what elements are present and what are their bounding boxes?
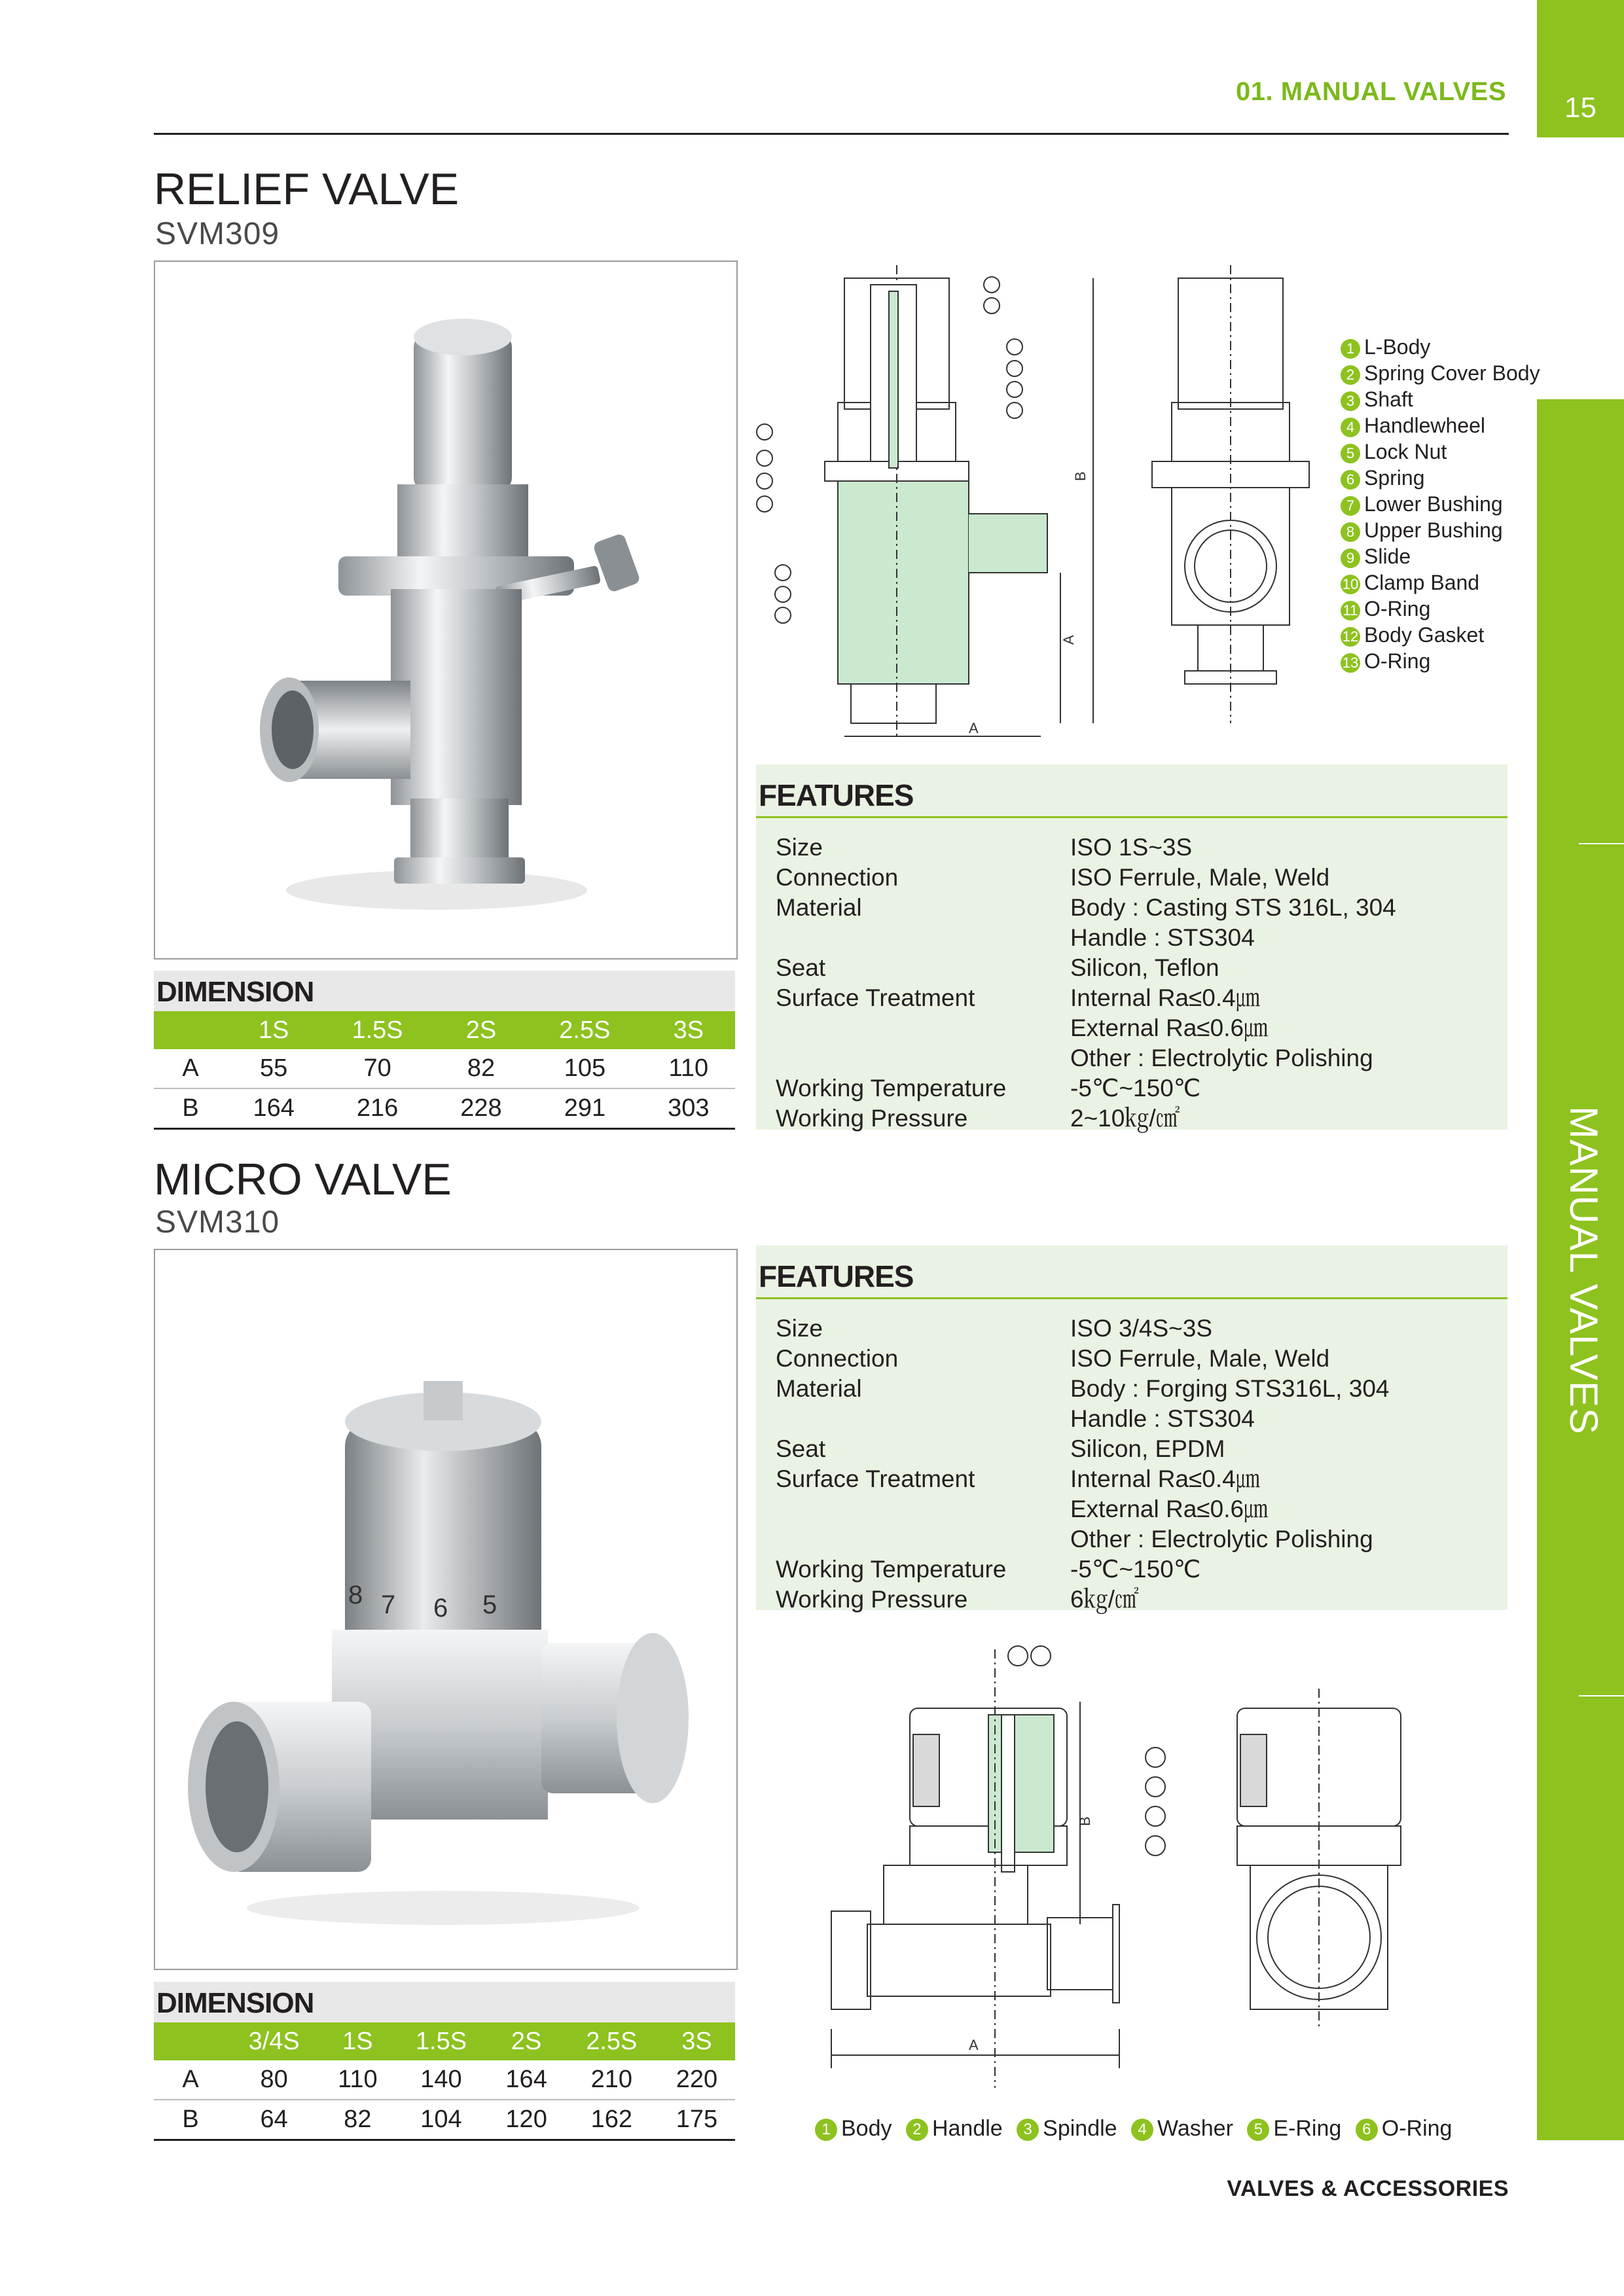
table-cell: 303 [642, 1088, 735, 1129]
feature-value: Silicon, Teflon [1070, 954, 1219, 981]
section-title: 01. MANUAL VALVES [1235, 77, 1506, 106]
micro-valve-photo [154, 1249, 738, 1970]
table-cell: 82 [321, 2100, 394, 2140]
table-cell: 80 [227, 2060, 321, 2100]
table-cell: 104 [394, 2100, 488, 2140]
table-row [154, 2060, 735, 2100]
column-header: 1S [227, 1011, 320, 1049]
dimension-a-label: A [969, 720, 979, 736]
column-header: 3S [642, 1011, 735, 1049]
table-cell: 110 [642, 1049, 735, 1088]
dimension-a-label: A [969, 2037, 979, 2053]
column-header: 2S [435, 1011, 528, 1049]
relief-features-panel [756, 764, 1507, 1130]
legend-item: 6 Spring [1341, 465, 1425, 491]
table-cell: 175 [659, 2100, 735, 2140]
feature-label: Material [776, 894, 862, 921]
micro-valve-title: MICRO VALVE [154, 1155, 452, 1204]
feature-value: 2~10㎏/㎠ [1070, 1105, 1180, 1132]
legend-item: 3 Shaft [1341, 386, 1413, 412]
legend-item: 5 Lock Nut [1341, 439, 1447, 465]
legend-item: 5 E-Ring [1247, 2116, 1341, 2141]
legend-item: 10 Clamp Band [1341, 569, 1479, 596]
side-tab-rule [1579, 1695, 1624, 1696]
column-header: 2S [488, 2022, 565, 2060]
table-cell: A [154, 2060, 227, 2100]
feature-value: ISO Ferrule, Male, Weld [1070, 864, 1330, 891]
feature-value: Internal Ra≤0.4㎛ [1070, 984, 1260, 1011]
feature-value: External Ra≤0.6㎛ [1070, 1496, 1269, 1522]
feature-value: Body : Casting STS 316L, 304 [1070, 894, 1396, 921]
legend-item: 13 O-Ring [1341, 648, 1430, 674]
column-header: 1.5S [394, 2022, 488, 2060]
table-cell: 82 [435, 1049, 528, 1088]
feature-label: Size [776, 1315, 823, 1342]
legend-item: 1 L-Body [1341, 334, 1430, 360]
column-header [154, 2022, 227, 2060]
footer-text: VALVES & ACCESSORIES [1227, 2176, 1509, 2201]
dial-number: 6 [433, 1594, 448, 1623]
legend-item: 1 Body [815, 2116, 892, 2141]
table-cell: B [154, 1088, 227, 1129]
feature-label: Connection [776, 864, 899, 891]
table-cell: 140 [394, 2060, 488, 2100]
legend-item: 7 Lower Bushing [1341, 491, 1503, 517]
dimension-b-label: B [1072, 471, 1089, 481]
feature-label: Working Temperature [776, 1556, 1007, 1583]
dial-number: 5 [482, 1590, 497, 1619]
relief-features-heading: FEATURES [756, 764, 1507, 818]
relief-valve-code: SVM309 [155, 217, 280, 251]
header-rule [154, 133, 1509, 135]
column-header [154, 1011, 227, 1049]
micro-dimension-table [154, 2022, 735, 2141]
table-cell: 210 [565, 2060, 659, 2100]
relief-valve-photo [154, 260, 738, 960]
dimension-a-label: A [1060, 635, 1077, 645]
table-cell: A [154, 1049, 227, 1088]
legend-item: 6 O-Ring [1356, 2116, 1453, 2141]
micro-valve-code: SVM310 [155, 1205, 280, 1240]
legend-item: 12 Body Gasket [1341, 622, 1484, 648]
relief-valve-drawing [733, 265, 1388, 743]
table-header-row [154, 2022, 735, 2060]
feature-value: ISO 1S~3S [1070, 834, 1193, 861]
side-tab-label: MANUAL VALVES [1562, 1106, 1606, 1435]
legend-item: 2 Handle [906, 2116, 1003, 2141]
feature-label: Surface Treatment [776, 984, 975, 1011]
feature-value: ISO Ferrule, Male, Weld [1070, 1345, 1330, 1372]
table-cell: 70 [320, 1049, 434, 1088]
legend-item: 11 O-Ring [1341, 596, 1430, 622]
relief-dimension-table [154, 1011, 735, 1130]
micro-features-panel [756, 1246, 1507, 1613]
feature-value: Other : Electrolytic Polishing [1070, 1045, 1373, 1071]
dial-number: 7 [381, 1590, 396, 1619]
table-cell: 228 [435, 1088, 528, 1129]
feature-value: 6㎏/㎠ [1070, 1586, 1139, 1613]
feature-value: Silicon, EPDM [1070, 1435, 1225, 1462]
table-cell: 164 [227, 1088, 320, 1129]
feature-value: External Ra≤0.6㎛ [1070, 1014, 1269, 1041]
legend-item: 4 Washer [1131, 2116, 1233, 2141]
legend-item: 3 Spindle [1017, 2116, 1117, 2141]
feature-label: Size [776, 834, 823, 861]
feature-label: Seat [776, 954, 826, 981]
table-row [154, 1049, 735, 1088]
table-row [154, 1088, 735, 1129]
column-header: 1.5S [320, 1011, 434, 1049]
side-tab-rule [1579, 843, 1624, 844]
feature-label: Connection [776, 1345, 899, 1372]
feature-label: Material [776, 1375, 862, 1402]
relief-valve-title: RELIEF VALVE [154, 164, 460, 214]
column-header: 2.5S [565, 2022, 659, 2060]
table-cell: 216 [320, 1088, 434, 1129]
relief-dimension-heading: DIMENSION [154, 971, 735, 1011]
feature-value: -5℃~150℃ [1070, 1075, 1201, 1102]
page-number: 15 [1564, 92, 1597, 124]
table-cell: 220 [659, 2060, 735, 2100]
table-cell: 110 [321, 2060, 394, 2100]
table-cell: 64 [227, 2100, 321, 2140]
feature-label: Working Pressure [776, 1586, 968, 1613]
micro-valve-drawing [792, 1636, 1479, 2094]
table-cell: 162 [565, 2100, 659, 2140]
legend-item: 8 Upper Bushing [1341, 517, 1503, 543]
dial-number: 8 [348, 1581, 363, 1609]
dimension-b-label: B [1077, 1816, 1093, 1826]
feature-value: Handle : STS304 [1070, 924, 1255, 951]
feature-label: Working Pressure [776, 1105, 968, 1132]
micro-parts-legend [815, 2116, 1452, 2142]
feature-label: Working Temperature [776, 1075, 1007, 1102]
legend-item: 4 Handlewheel [1341, 412, 1485, 439]
feature-value: Internal Ra≤0.4㎛ [1070, 1465, 1260, 1492]
table-cell: 164 [488, 2060, 565, 2100]
column-header: 3/4S [227, 2022, 321, 2060]
feature-value: Other : Electrolytic Polishing [1070, 1526, 1373, 1552]
table-header-row [154, 1011, 735, 1049]
table-cell: B [154, 2100, 227, 2140]
micro-dimension-heading: DIMENSION [154, 1982, 735, 2022]
column-header: 1S [321, 2022, 394, 2060]
feature-value: -5℃~150℃ [1070, 1556, 1201, 1583]
column-header: 2.5S [528, 1011, 641, 1049]
feature-value: ISO 3/4S~3S [1070, 1315, 1212, 1342]
table-cell: 120 [488, 2100, 565, 2140]
feature-label: Seat [776, 1435, 826, 1462]
feature-value: Body : Forging STS316L, 304 [1070, 1375, 1390, 1402]
column-header: 3S [659, 2022, 735, 2060]
table-row [154, 2100, 735, 2140]
table-cell: 291 [528, 1088, 641, 1129]
relief-parts-legend [1341, 334, 1540, 674]
legend-item: 9 Slide [1341, 543, 1411, 569]
table-cell: 105 [528, 1049, 641, 1088]
feature-label: Surface Treatment [776, 1465, 975, 1492]
table-cell: 55 [227, 1049, 320, 1088]
feature-value: Handle : STS304 [1070, 1405, 1255, 1432]
legend-item: 2 Spring Cover Body [1341, 360, 1540, 386]
micro-features-heading: FEATURES [756, 1246, 1507, 1299]
